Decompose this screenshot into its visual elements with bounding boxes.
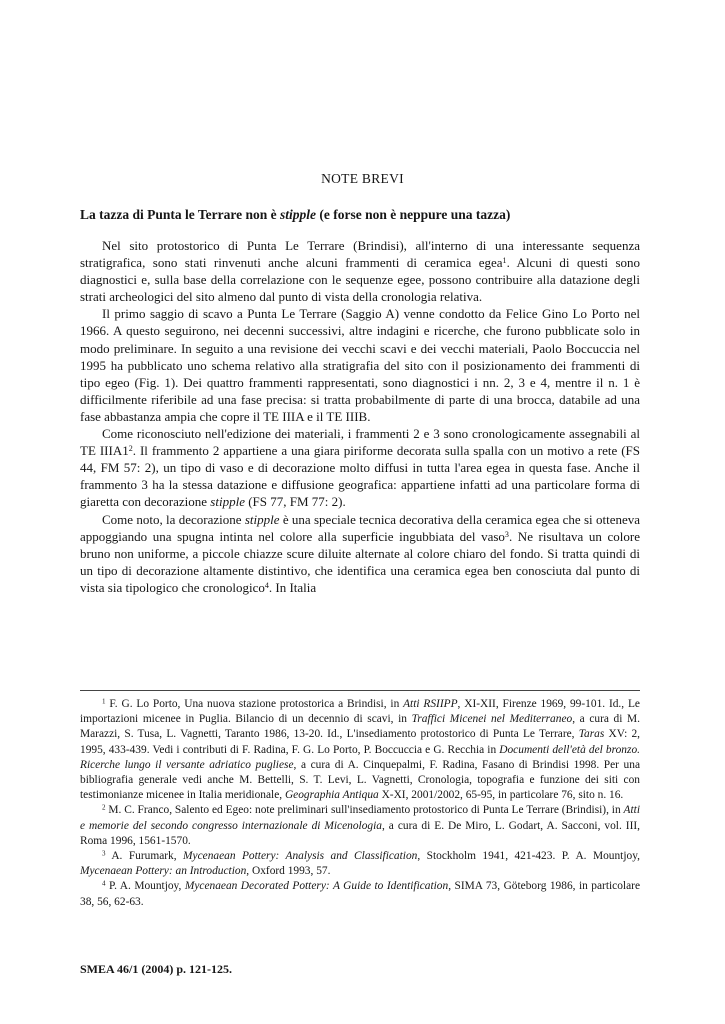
footnote-number: 4 xyxy=(102,879,106,888)
citation-title: Mycenaean Pottery: an Introduction xyxy=(80,865,247,878)
section-title: NOTE BREVI xyxy=(321,171,404,186)
footnote-number: 3 xyxy=(102,849,106,858)
article-body xyxy=(80,237,640,596)
footnote-2 xyxy=(80,803,640,849)
citation-title: Traffici Micenei nel Mediterraneo xyxy=(411,713,573,726)
text-run: , SIMA 73, Göteborg 1986, in particolare 38, 56, 62-63. xyxy=(80,880,640,908)
paragraph-2: Il primo saggio di scavo a Punta Le Terrare (Saggio A) venne condotto da Felice Gino Lo Porto nel 1966. A questo seguirono, nei decenni successivi, altre indagini e ricerche, che furono pubblicate solo in modo preliminare. In seguito a una revisione dei vecchi scavi e dei vecchi materiali, Paolo Boccuccia nel 1995 ha pubblicato uno schema relativo alla stratigrafia del sito con il posizionamento dei frammenti di tipo egeo (Fig. 1). Dei quattro frammenti rappresentati, sono diagnostici i nn. 2, 3 e 4, mentre il n. 1 è difficilmente riferibile ad una fase precisa: si tratta probabilmente di parte di una brocca, databile ad una fase abbastanza ampia che copre il TE IIIA e il TE IIIB. xyxy=(80,306,640,424)
text-run: P. A. Mountjoy, xyxy=(105,880,185,893)
italic-term: stipple xyxy=(244,511,280,527)
text-run: , Stockholm 1941, 421-423. P. A. Mountjoy, xyxy=(417,850,640,863)
citation-title: Atti e memorie del secondo congresso internazionale di Micenologia xyxy=(80,804,640,832)
text-run: (FS 77, FM 77: 2). xyxy=(244,494,346,510)
article-title-post: (e forse non è neppure una tazza) xyxy=(316,207,511,222)
footnote-divider xyxy=(80,690,640,691)
text-run: Nel sito protostorico di Punta Le Terrare (Brindisi), all'interno di una interessante sequenza stratigrafica, sono stati rinvenuti anche alcuni frammenti di ceramica egea xyxy=(80,238,640,271)
footnote-1 xyxy=(80,697,640,803)
text-run: , a cura di A. Cinquepalmi, F. Radina, Fasano di Brindisi 1998. Per una bibliografia generale vedi anche M. Bettelli, S. T. Levi, L. Vagnetti, Cronologia, topografia e funzione dei siti con testimonianze micenee in Italia meridionale, xyxy=(80,758,640,802)
article-title-pre: La tazza di Punta le Terrare non è xyxy=(80,207,280,222)
text-run: A. Furumark, xyxy=(105,850,184,863)
text-run: , a cura di E. De Miro, L. Godart, A. Sacconi, vol. III, Roma 1996, 1561-1570. xyxy=(80,819,641,847)
paragraph-4 xyxy=(80,511,640,596)
footnote-4 xyxy=(80,879,640,909)
article-title-italic: stipple xyxy=(280,207,316,222)
text-run: Come noto, la decorazione xyxy=(102,511,245,527)
text-run: X-XI, 2001/2002, 65-95, in particolare 76, sito n. 16. xyxy=(378,789,624,802)
footnotes xyxy=(80,697,640,910)
text-run: . In Italia xyxy=(268,579,317,595)
footnote-3 xyxy=(80,849,640,879)
footnote-number: 2 xyxy=(102,803,106,812)
footnote-number: 1 xyxy=(102,697,106,706)
footnote-ref-4[interactable]: 4 xyxy=(264,580,269,590)
journal-reference: SMEA 46/1 (2004) p. 121-125. xyxy=(80,962,233,976)
citation-title: Documenti dell'età del bronzo. Ricerche lungo il versante adriatico pugliese xyxy=(80,743,640,771)
italic-term: stipple xyxy=(210,494,245,510)
text-run: Come riconosciuto nell'edizione dei materiali, i frammenti 2 e 3 sono cronologicamente assegnabili al TE IIIA1 xyxy=(80,426,640,459)
text-run: M. C. Franco, Salento ed Egeo: note preliminari sull'insediamento protostorico di Punta Le Terrare (Brindisi), in xyxy=(105,804,624,817)
citation-title: Atti RSIIPP xyxy=(403,698,458,710)
text-run: , Oxford 1993, 57. xyxy=(246,865,331,878)
citation-title: Mycenaean Decorated Pottery: A Guide to Identification xyxy=(184,880,449,893)
paragraph-3 xyxy=(80,425,640,510)
citation-title: Taras xyxy=(578,728,605,741)
text-run: F. G. Lo Porto, Una nuova stazione protostorica a Brindisi, in xyxy=(105,698,404,710)
text-run: . Alcuni di questi sono diagnostici e, sulla base della correlazione con le sequenze egee, possono contribuire alla datazione degli strati archeologici del sito almeno dal punto di vista della cronologia relativa. xyxy=(80,255,641,305)
text-run: , XI-XII, Firenze 1969, 99-101. Id., Le importazioni micenee in Puglia. Bilancio di un decennio di scavi, in xyxy=(80,698,640,726)
footnote-ref-3[interactable]: 3 xyxy=(504,529,509,539)
footnote-ref-2[interactable]: 2 xyxy=(128,444,133,454)
text-run: è una speciale tecnica decorativa della ceramica egea che si otteneva appoggiando una spugna intinta nel colore alla superficie ingubbiata del vaso xyxy=(80,511,641,544)
citation-title: Geographia Antiqua xyxy=(284,789,379,802)
text-run: . Ne risultava un colore bruno non uniforme, a piccole chiazze scure diluite alternate al colore chiaro del fondo. Si tratta quindi di un tipo di decorazione altamente distintivo, che identifica una ceramica egea ben conosciuta dal punto di vista sia tipologico che cronologico xyxy=(80,528,640,595)
paragraph-1 xyxy=(80,237,640,305)
text-run: , a cura di M. Marazzi, S. Tusa, L. Vagnetti, Taranto 1986, 13-20. Id., L'insediamento protostorico di Punta Le Terrare, xyxy=(80,713,640,741)
text-run: . Il frammento 2 appartiene a una giara piriforme decorata sulla spalla con un motivo a rete (FS 44, FM 57: 2), un tipo di vaso e di decorazione molto diffusi in tutta l'area egea in questa fase. Anche il frammento 3 ha la stessa datazione e diffusione geografica: appartiene infatti ad una particolare forma di giaretta con decorazione xyxy=(80,443,640,510)
article-title xyxy=(80,207,650,223)
citation-title: Mycenaean Pottery: Analysis and Classification xyxy=(183,850,418,863)
text-run: XV: 2, 1995, 433-439. Vedi i contributi di F. Radina, F. G. Lo Porto, P. Boccuccia e G. Recchia in xyxy=(80,728,640,756)
footnote-ref-1[interactable]: 1 xyxy=(502,256,507,266)
